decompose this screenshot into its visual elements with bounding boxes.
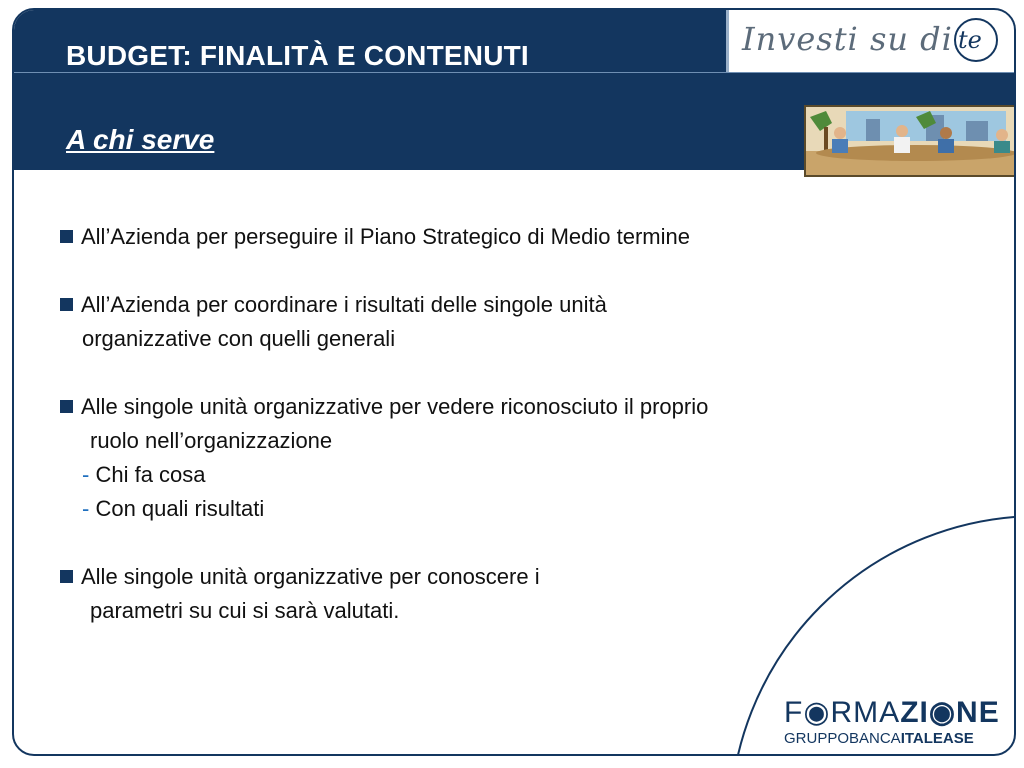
dash-marker: - xyxy=(82,462,96,487)
meeting-illustration xyxy=(804,105,1016,177)
bullet-item: All’Azienda per coordinare i risultati delle singole unità organizzative con quelli generali xyxy=(60,288,940,356)
logo-o-icon: ◉ xyxy=(803,696,831,729)
brand-divider xyxy=(726,10,729,72)
header-divider xyxy=(14,72,1014,73)
square-bullet-icon xyxy=(60,230,73,243)
brand-circle-text: te xyxy=(958,26,982,54)
page-subtitle: A chi serve xyxy=(66,124,215,155)
sub-item: - Con quali risultati xyxy=(82,496,265,521)
logo-o2-icon: ◉ xyxy=(928,696,957,729)
brand-slogan: Investi su di xyxy=(742,20,953,58)
page-title: BUDGET: FINALITÀ E CONTENUTI xyxy=(66,40,529,71)
bullet-item: Alle singole unità organizzative per conoscere i parametri su cui si sarà valutati. xyxy=(60,560,940,628)
logo-subtitle: GRUPPOBANCAITALEASE xyxy=(784,730,974,747)
bullet-item: Alle singole unità organizzative per vedere riconosciuto il proprio ruolo nell’organizzazione - Chi fa cosa - Con quali risultati xyxy=(60,390,940,526)
square-bullet-icon xyxy=(60,400,73,413)
dash-marker: - xyxy=(82,496,96,521)
bullet-list xyxy=(60,220,940,662)
logo-wordmark: F◉RMAZI◉NE xyxy=(784,696,1000,729)
formazione-logo xyxy=(784,698,999,747)
bullet-item: All’Azienda per perseguire il Piano Strategico di Medio termine xyxy=(60,220,940,254)
square-bullet-icon xyxy=(60,570,73,583)
square-bullet-icon xyxy=(60,298,73,311)
sub-item: - Chi fa cosa xyxy=(82,462,206,487)
